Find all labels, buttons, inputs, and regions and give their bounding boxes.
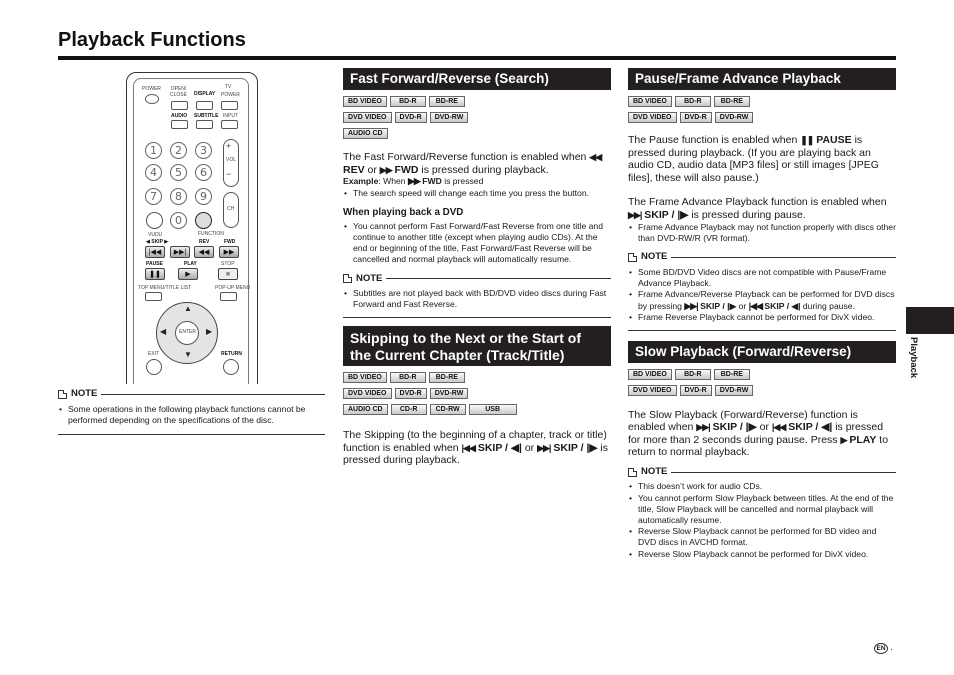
ff-intro-text-2: is pressed during playback.: [421, 163, 549, 176]
skip-back-icon: |◀◀: [771, 422, 786, 433]
badge-dvd-video: DVD VIDEO: [628, 385, 677, 396]
slow-text-2: is pressed for more than 2 seconds during pause. Press: [628, 421, 884, 446]
slow-disc-badges: [628, 369, 896, 396]
middle-column: [343, 68, 611, 467]
page-title: Playback Functions: [58, 29, 246, 51]
example-text-2: is pressed: [444, 176, 484, 186]
ff-note-list: [343, 288, 611, 310]
remote-popup-menu-button: [220, 292, 237, 301]
remote-tv-power-label: POWER: [221, 92, 240, 98]
remote-skip-label: ◀ SKIP ▶: [146, 239, 169, 245]
remote-display-button: [196, 101, 213, 110]
note-item-text: Frame Advance/Reverse Playback can be performed for DVD discs by pressing: [638, 289, 895, 311]
remote-function-button: [195, 212, 212, 229]
remote-open-close-label: OPEN/ CLOSE: [170, 86, 187, 98]
pause-section-rule: [628, 330, 896, 331]
badge-audio-cd: AUDIO CD: [343, 404, 388, 415]
remote-tv-power-button: [221, 101, 238, 110]
dvd-bullets: [343, 221, 611, 266]
remote-dpad-right-arrow: ▶: [206, 327, 213, 336]
note-heading-text: NOTE: [356, 272, 383, 284]
badge-dvd-r: DVD-R: [680, 112, 712, 123]
remote-exit-label: EXIT: [148, 351, 160, 357]
note-icon: [628, 468, 637, 477]
pause-note-list: [628, 267, 896, 323]
pause-bullets: [628, 222, 896, 244]
note-icon: [343, 274, 352, 283]
or-text: or: [524, 441, 535, 454]
remote-popup-menu-label: POP-UP MENU: [215, 285, 251, 291]
badge-dvd-rw: DVD-RW: [430, 112, 469, 123]
skip-forward-icon: ▶▶|: [696, 422, 710, 433]
ff-section-rule: [343, 317, 611, 318]
remote-skip-back-button: |◀◀: [145, 246, 165, 258]
left-note-heading-text: NOTE: [71, 388, 98, 399]
skip-text: [343, 429, 611, 467]
or-text: or: [759, 421, 769, 434]
left-note-heading: [58, 388, 325, 401]
remote-fwd-label: FWD: [224, 239, 236, 245]
badge-dvd-rw: DVD-RW: [430, 388, 469, 399]
page-marker: [874, 643, 893, 654]
left-note-list: [58, 404, 325, 426]
dvd-sub-heading: When playing back a DVD: [343, 207, 464, 219]
remote-stop-label: STOP: [221, 261, 235, 267]
pause-p1-text-b: is pressed during playback. (If you are playing back an audio CD, audio data [MP3 files] or still images [JPEG files], these will also pause.): [628, 134, 879, 184]
remote-number-4: 4: [145, 164, 162, 181]
remote-number-1: 1: [145, 142, 162, 159]
badge-row: [343, 372, 611, 383]
note-rule: [671, 472, 896, 473]
or-text: or: [367, 163, 377, 176]
badge-dvd-r: DVD-R: [680, 385, 712, 396]
remote-number-0: 0: [170, 212, 187, 229]
remote-number-3: 3: [195, 142, 212, 159]
slow-note-list: [628, 481, 896, 559]
note-icon: [58, 390, 67, 399]
badge-dvd-r: DVD-R: [395, 388, 427, 399]
remote-audio-label: AUDIO: [171, 113, 188, 119]
remote-top-menu-button: [145, 292, 162, 301]
skip-text-2: is pressed during playback.: [343, 441, 608, 467]
list-item: • Frame Reverse Playback cannot be performed for DivX video.: [628, 312, 896, 323]
badge-row: [628, 369, 896, 380]
remote-enter-label: ENTER: [179, 329, 196, 335]
remote-vol-plus: +: [226, 141, 232, 151]
remote-vol-minus: −: [226, 169, 232, 179]
badge-bd-r: BD-R: [390, 372, 426, 383]
badge-row: [628, 385, 896, 396]
skip-forward-icon: ▶▶|: [628, 209, 642, 220]
ff-disc-badges: [343, 96, 611, 139]
remote-subtitle-button: [196, 120, 213, 129]
note-rule: [386, 278, 611, 279]
badge-row: [628, 96, 896, 107]
slow-text-3: to return to normal playback.: [628, 433, 889, 459]
remote-audio-button: [171, 120, 188, 129]
badge-dvd-rw: DVD-RW: [715, 385, 754, 396]
remote-vudu-button: [146, 212, 163, 229]
list-item: [628, 289, 896, 311]
pause-p2-text-b: is pressed during pause.: [691, 208, 806, 221]
skip-forward-label: SKIP / |▶: [700, 300, 737, 311]
note-heading-text: NOTE: [641, 251, 668, 263]
pause-disc-badges: [628, 96, 896, 123]
badge-dvd-rw: DVD-RW: [715, 112, 754, 123]
list-item: • You cannot perform Slow Playback between titles. At the end of the title, Slow Playback will be cancelled and normal playback will automatically resume.: [628, 493, 896, 527]
list-item: • You cannot perform Fast Forward/Fast Reverse from one title and continue to another title (except when playing audio CDs). At the end or beginning of the title, Fast Forward/Fast Reverse will be cancelled and normal playback will automatically resume.: [343, 221, 611, 266]
badge-usb: USB: [469, 404, 517, 415]
remote-number-8: 8: [170, 188, 187, 205]
play-icon: ▶: [840, 434, 847, 445]
rev-label: REV: [343, 163, 365, 176]
badge-cd-r: CD-R: [391, 404, 427, 415]
badge-bd-video: BD VIDEO: [628, 369, 672, 380]
remote-function-label: FUNCTION: [198, 231, 224, 237]
remote-ch-label: CH: [227, 206, 235, 212]
note-icon: [628, 253, 637, 262]
remote-open-close-button: [171, 101, 188, 110]
remote-dpad-up-arrow: ▲: [184, 304, 192, 313]
skip-back-label: SKIP / ◀|: [477, 441, 522, 454]
badge-audio-cd: AUDIO CD: [343, 128, 388, 139]
remote-top-menu-label: TOP MENU/TITLE LIST: [138, 285, 192, 291]
rev-icon: ◀◀: [589, 152, 602, 162]
skip-forward-icon: ▶▶|: [684, 300, 698, 311]
skip-forward-label: SKIP / |▶: [712, 421, 757, 434]
remote-tv-label: TV: [225, 84, 232, 90]
example-label: Example: [343, 176, 379, 186]
ff-intro: [343, 151, 611, 176]
note-rule: [101, 394, 325, 395]
remote-power-label: POWER: [142, 86, 161, 92]
badge-dvd-video: DVD VIDEO: [343, 112, 392, 123]
remote-vol-label: VOL: [226, 157, 237, 163]
language-badge: EN: [874, 643, 888, 654]
page-marker-suffix: ·: [890, 643, 893, 654]
note-item-tail: during pause.: [802, 300, 855, 311]
skip-back-icon: |◀◀: [748, 300, 763, 311]
badge-row: [343, 96, 611, 107]
remote-input-button: [221, 120, 238, 129]
remote-input-label: INPUT: [223, 113, 238, 119]
slow-text: [628, 409, 896, 459]
remote-vudu-label: VUDU: [148, 232, 163, 238]
title-rule: [58, 56, 896, 60]
skip-forward-icon: ▶▶|: [537, 442, 551, 453]
remote-power-button: [145, 94, 159, 104]
pause-icon: ❚❚: [800, 135, 814, 145]
badge-bd-video: BD VIDEO: [343, 372, 387, 383]
badge-bd-video: BD VIDEO: [343, 96, 387, 107]
slow-note-heading: [628, 466, 896, 479]
skip-text-1: The Skipping (to the beginning of a chapter, track or title) function is enabled when: [343, 429, 607, 454]
list-item: • This doesn’t work for audio CDs.: [628, 481, 896, 492]
note-heading-text: NOTE: [641, 465, 668, 477]
list-item: • Some operations in the following playback functions cannot be performed depending on the specifications of the disc.: [58, 404, 325, 426]
pause-p2-text-a: The Frame Advance Playback function is enabled when: [628, 196, 887, 208]
ff-bullets: [343, 188, 611, 199]
badge-dvd-r: DVD-R: [395, 112, 427, 123]
fwd-label: FWD: [422, 176, 442, 186]
list-item: • Reverse Slow Playback cannot be performed for DivX video.: [628, 549, 896, 560]
list-item: • Frame Advance Playback may not function properly with discs other than DVD-RW/R (VR format).: [628, 222, 896, 244]
remote-rev-button: ◀◀: [194, 246, 214, 258]
remote-pause-button: ❚❚: [145, 268, 165, 280]
remote-stop-button: ■: [218, 268, 238, 280]
badge-row: [343, 404, 611, 415]
list-item: • The search speed will change each time you press the button.: [343, 188, 611, 199]
badge-cd-rw: CD-RW: [430, 404, 466, 415]
skip-back-label: SKIP / ◀|: [788, 421, 833, 434]
skip-back-icon: |◀◀: [461, 442, 475, 453]
badge-row: [343, 388, 611, 399]
remote-display-label: DISPLAY: [194, 91, 216, 97]
example-text-1: : When: [378, 176, 406, 186]
skip-forward-label: SKIP / |▶: [644, 208, 689, 221]
remote-number-7: 7: [145, 188, 162, 205]
ff-note-heading: [343, 273, 611, 286]
or-text: or: [738, 300, 747, 311]
pause-label: PAUSE: [816, 134, 852, 146]
remote-play-button: ▶: [178, 268, 198, 280]
list-item: • Reverse Slow Playback cannot be performed for BD video and DVD discs in AVCHD format.: [628, 526, 896, 548]
skip-forward-label: SKIP / |▶: [553, 441, 598, 454]
remote-return-button: [223, 359, 239, 375]
ff-section-heading: Fast Forward/Reverse (Search): [343, 68, 611, 90]
pause-note-heading: [628, 251, 896, 264]
right-column: [628, 68, 896, 560]
slow-text-1: The Slow Playback (Forward/Reverse) function is enabled when: [628, 408, 858, 434]
slow-section-heading: Slow Playback (Forward/Reverse): [628, 341, 896, 363]
fwd-icon: ▶▶: [407, 176, 420, 186]
remote-play-label: PLAY: [184, 261, 197, 267]
left-note-rule: [58, 434, 325, 435]
badge-row: [628, 112, 896, 123]
badge-bd-re: BD-RE: [714, 96, 750, 107]
badge-bd-re: BD-RE: [714, 369, 750, 380]
left-note-block: [58, 388, 325, 435]
pause-p1-text-a: The Pause function is enabled when: [628, 134, 798, 146]
badge-bd-video: BD VIDEO: [628, 96, 672, 107]
remote-number-2: 2: [170, 142, 187, 159]
remote-skip-forward-button: ▶▶|: [170, 246, 190, 258]
side-section-label: Playback: [908, 337, 919, 379]
pause-paragraph-1: [628, 134, 896, 184]
badge-bd-re: BD-RE: [429, 96, 465, 107]
list-item: • Some BD/DVD Video discs are not compatible with Pause/Frame Advance Playback.: [628, 267, 896, 289]
badge-bd-r: BD-R: [675, 369, 711, 380]
ff-intro-text-1: The Fast Forward/Reverse function is enabled when: [343, 151, 587, 163]
pause-section-heading: Pause/Frame Advance Playback: [628, 68, 896, 90]
badge-bd-r: BD-R: [390, 96, 426, 107]
badge-bd-re: BD-RE: [429, 372, 465, 383]
remote-number-6: 6: [195, 164, 212, 181]
remote-dpad-left-arrow: ◀: [160, 327, 167, 336]
badge-dvd-video: DVD VIDEO: [343, 388, 392, 399]
remote-subtitle-label: SUBTITLE: [194, 113, 219, 119]
skip-section-heading: Skipping to the Next or the Start of the Current Chapter (Track/Title): [343, 326, 611, 366]
skip-back-label: SKIP / ◀|: [764, 300, 801, 311]
remote-exit-button: [146, 359, 162, 375]
remote-fwd-button: ▶▶: [219, 246, 239, 258]
pause-paragraph-2: [628, 196, 896, 221]
remote-rev-label: REV: [199, 239, 210, 245]
badge-dvd-video: DVD VIDEO: [628, 112, 677, 123]
badge-row: [343, 128, 611, 139]
remote-number-9: 9: [195, 188, 212, 205]
skip-disc-badges: [343, 372, 611, 415]
play-label: PLAY: [849, 433, 877, 446]
remote-pause-label: PAUSE: [146, 261, 163, 267]
note-rule: [671, 257, 896, 258]
section-tab: [906, 307, 954, 334]
remote-dpad-down-arrow: ▼: [184, 350, 192, 359]
fwd-label: FWD: [394, 163, 419, 176]
badge-bd-r: BD-R: [675, 96, 711, 107]
remote-return-label: RETURN: [221, 351, 242, 357]
remote-control-illustration: [126, 72, 258, 384]
badge-row: [343, 112, 611, 123]
ff-example: [343, 176, 611, 187]
fwd-icon: ▶▶: [379, 164, 392, 175]
list-item: • Subtitles are not played back with BD/DVD video discs during Fast Forward and Fast Reverse.: [343, 288, 611, 310]
remote-number-5: 5: [170, 164, 187, 181]
